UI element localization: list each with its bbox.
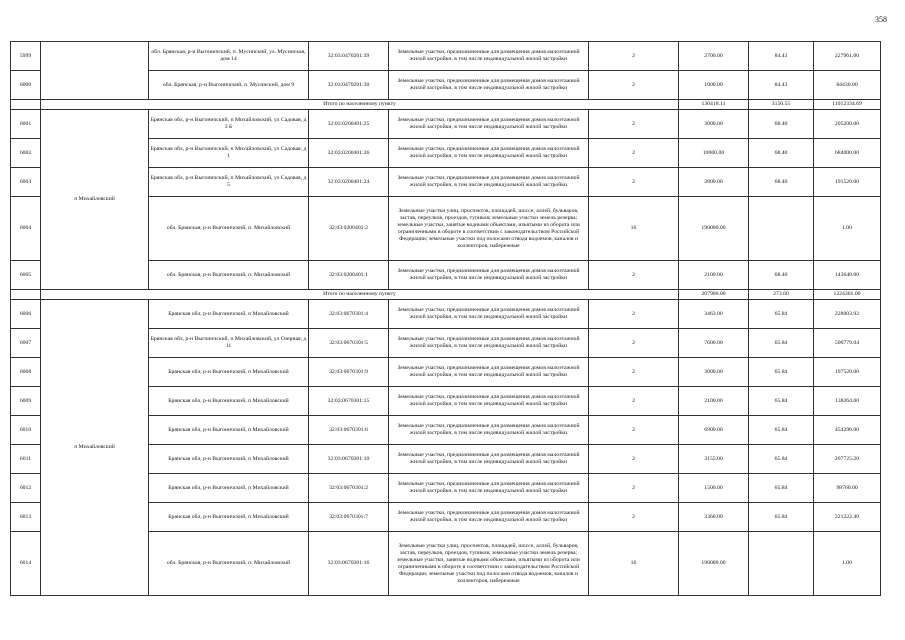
land-category: Земельные участки, предназначенные для размещения домов малоэтажной жилой застройки, в том числе индивидуальной жилой застройки	[389, 42, 589, 71]
area-cell: 2700.00	[679, 42, 749, 71]
cadastral-number: 32:03:0470201:39	[309, 42, 389, 71]
cadastral-number: 32:03:0670301:16	[309, 532, 389, 596]
area-cell: 3360.00	[679, 503, 749, 532]
group-cell: 16	[589, 197, 679, 261]
cadastral-number: 32:03:0470201:30	[309, 71, 389, 100]
address-cell: обл. Брянская, р-н Выгоничский, п. Мусинский, дом 9	[149, 71, 309, 100]
rate-cell: 65.84	[749, 416, 814, 445]
address-cell: Брянская обл, р-н Выгоничский, п Михайловский, ул Садовая, д 3 Б	[149, 110, 309, 139]
area-cell: 2100.00	[679, 387, 749, 416]
land-category: Земельные участки, предназначенные для размещения домов малоэтажной жилой застройки, в том числе индивидуальной жилой застройки	[389, 110, 589, 139]
locality-cell	[41, 42, 149, 100]
address-cell: Брянская обл, р-н Выгоничский, п Михайловский	[149, 416, 309, 445]
group-cell: 2	[589, 110, 679, 139]
land-category: Земельные участки, предназначенные для размещения домов малоэтажной жилой застройки, в том числе индивидуальной жилой застройки	[389, 261, 589, 290]
total-value: 11012334.69	[814, 100, 881, 110]
land-category: Земельные участки, предназначенные для размещения домов малоэтажной жилой застройки, в том числе индивидуальной жилой застройки	[389, 139, 589, 168]
cadastral-number: 32:03:0670301:10	[309, 445, 389, 474]
value-cell: 500779.04	[814, 329, 881, 358]
value-cell: 207725.20	[814, 445, 881, 474]
address-cell: обл. Брянская, р-н Выгоничский, п. Мусинский, ул. Мусинская, дом 14	[149, 42, 309, 71]
cadastral-number: 32:03:0670301:2	[309, 474, 389, 503]
group-cell: 2	[589, 358, 679, 387]
table-row	[11, 42, 881, 71]
area-cell: 2800.00	[679, 168, 749, 197]
area-cell: 3000.00	[679, 358, 749, 387]
address-cell: Брянская обл, р-н Выгоничский, п Михайловский	[149, 445, 309, 474]
address-cell: Брянская обл, р-н Выгоничский, п Михайловский	[149, 300, 309, 329]
rate-cell	[749, 197, 814, 261]
rate-cell: 65.84	[749, 474, 814, 503]
group-cell: 2	[589, 445, 679, 474]
land-category: Земельные участки, предназначенные для размещения домов малоэтажной жилой застройки, в том числе индивидуальной жилой застройки	[389, 503, 589, 532]
group-cell: 2	[589, 42, 679, 71]
address-cell: Брянская обл, р-н Выгоничский, п Михайловский, ул Садовая, д 1	[149, 139, 309, 168]
land-category: Земельные участки, предназначенные для размещения домов малоэтажной жилой застройки, в том числе индивидуальной жилой застройки	[389, 168, 589, 197]
total-label: Итого по населенному пункту	[41, 100, 679, 110]
table-row	[11, 300, 881, 329]
land-category: Земельные участки улиц, проспектов, площадей, шоссе, аллей, бульваров, застав, переулков, проездов, тупиков; земельные участки земель резерва; земельные участки, занятые водными объектами, изъятыми из оборота или ограниченными в обороте в соответствии с законодательством Российской Федерации; земельные участки под полосами отвода водоемов, каналов и коллекторов, набережные	[389, 197, 589, 261]
value-cell: 143640.00	[814, 261, 881, 290]
land-category: Земельные участки, предназначенные для размещения домов малоэтажной жилой застройки, в том числе индивидуальной жилой застройки	[389, 71, 589, 100]
land-category: Земельные участки, предназначенные для размещения домов малоэтажной жилой застройки, в том числе индивидуальной жилой застройки	[389, 416, 589, 445]
cadastral-number: 32:03:0670301:6	[309, 416, 389, 445]
rate-cell: 65.84	[749, 358, 814, 387]
cadastral-number: 32:03:0200401:25	[309, 110, 389, 139]
row-number: 6003	[11, 168, 41, 197]
value-cell: 1.00	[814, 532, 881, 596]
land-category: Земельные участки, предназначенные для размещения домов малоэтажной жилой застройки, в том числе индивидуальной жилой застройки	[389, 445, 589, 474]
rate-cell: 84.43	[749, 71, 814, 100]
total-spacer	[11, 100, 41, 110]
rate-cell: 84.43	[749, 42, 814, 71]
total-area: 130418.11	[679, 100, 749, 110]
total-spacer	[11, 290, 41, 300]
value-cell: 84430.00	[814, 71, 881, 100]
rate-cell: 65.84	[749, 300, 814, 329]
row-number: 6011	[11, 445, 41, 474]
rate-cell: 65.84	[749, 387, 814, 416]
row-number: 6002	[11, 139, 41, 168]
address-cell: Брянская обл, р-н Выгоничский, п Михайловский	[149, 358, 309, 387]
area-cell: 3000.00	[679, 110, 749, 139]
land-category: Земельные участки, предназначенные для размещения домов малоэтажной жилой застройки, в том числе индивидуальной жилой застройки	[389, 387, 589, 416]
value-cell: 98760.00	[814, 474, 881, 503]
row-number: 6004	[11, 197, 41, 261]
land-category: Земельные участки, предназначенные для размещения домов малоэтажной жилой застройки, в том числе индивидуальной жилой застройки	[389, 474, 589, 503]
area-cell: 2100.00	[679, 261, 749, 290]
group-cell: 2	[589, 71, 679, 100]
area-cell: 7606.00	[679, 329, 749, 358]
cadastral-number: 32:03:0670301:5	[309, 329, 389, 358]
group-cell: 2	[589, 387, 679, 416]
group-cell: 2	[589, 503, 679, 532]
rate-cell: 68.40	[749, 168, 814, 197]
area-cell: 1000.00	[679, 71, 749, 100]
value-cell: 684000.00	[814, 139, 881, 168]
group-cell: 16	[589, 532, 679, 596]
table-row	[11, 110, 881, 139]
row-number: 6014	[11, 532, 41, 596]
area-cell: 1500.00	[679, 474, 749, 503]
total-label: Итого по населенному пункту	[41, 290, 679, 300]
value-cell: 1.00	[814, 197, 881, 261]
locality-cell: п Михайловский	[41, 110, 149, 290]
row-number: 6013	[11, 503, 41, 532]
value-cell: 197520.00	[814, 358, 881, 387]
row-number: 6007	[11, 329, 41, 358]
cadastral-number: 32:03:0670301:15	[309, 387, 389, 416]
row-number: 6010	[11, 416, 41, 445]
rate-cell: 68.40	[749, 261, 814, 290]
group-cell: 2	[589, 261, 679, 290]
rate-cell: 65.84	[749, 445, 814, 474]
cadastral-number: 32:03:0200401:24	[309, 168, 389, 197]
area-cell: 3155.00	[679, 445, 749, 474]
land-register-table	[10, 41, 881, 596]
address-cell: Брянская обл, р-н Выгоничский, п Михайловский	[149, 387, 309, 416]
value-cell: 221222.40	[814, 503, 881, 532]
area-cell: 10000.00	[679, 139, 749, 168]
address-cell: обл. Брянская, р-н Выгоничский, п. Михайловский	[149, 532, 309, 596]
total-value: 1224361.00	[814, 290, 881, 300]
area-cell: 190000.00	[679, 197, 749, 261]
group-cell: 2	[589, 329, 679, 358]
value-cell: 228003.92	[814, 300, 881, 329]
group-cell: 2	[589, 416, 679, 445]
value-cell: 454296.00	[814, 416, 881, 445]
address-cell: обл. Брянская, р-н Выгоничский, п. Михайловский	[149, 261, 309, 290]
address-cell: Брянская обл, р-н Выгоничский, п Михайловский, ул Озерная, д 11	[149, 329, 309, 358]
cadastral-number: 32:03:0670301:9	[309, 358, 389, 387]
rate-cell: 65.84	[749, 503, 814, 532]
locality-total-row	[11, 290, 881, 300]
row-number: 5999	[11, 42, 41, 71]
group-cell: 2	[589, 474, 679, 503]
cadastral-number: 32:03:0200401:26	[309, 139, 389, 168]
page-number: 358	[875, 15, 887, 24]
area-cell: 3463.00	[679, 300, 749, 329]
row-number: 6005	[11, 261, 41, 290]
land-category: Земельные участки, предназначенные для размещения домов малоэтажной жилой застройки, в том числе индивидуальной жилой застройки	[389, 300, 589, 329]
row-number: 6008	[11, 358, 41, 387]
cadastral-number: 32:03:0670301:7	[309, 503, 389, 532]
cadastral-number: 32:03:0200401:1	[309, 261, 389, 290]
cadastral-number: 32:03:0670301:4	[309, 300, 389, 329]
land-category: Земельные участки, предназначенные для размещения домов малоэтажной жилой застройки, в том числе индивидуальной жилой застройки	[389, 329, 589, 358]
value-cell: 138264.00	[814, 387, 881, 416]
total-rate: 3150.55	[749, 100, 814, 110]
rate-cell: 65.84	[749, 329, 814, 358]
value-cell: 227961.00	[814, 42, 881, 71]
address-cell: обл. Брянская, р-н Выгоничский, п. Михайловский	[149, 197, 309, 261]
area-cell: 190000.00	[679, 532, 749, 596]
address-cell: Брянская обл, р-н Выгоничский, п Михайловский	[149, 503, 309, 532]
rate-cell: 68.40	[749, 139, 814, 168]
area-cell: 6900.00	[679, 416, 749, 445]
address-cell: Брянская обл, р-н Выгоничский, п Михайловский	[149, 474, 309, 503]
locality-total-row	[11, 100, 881, 110]
address-cell: Брянская обл, р-н Выгоничский, п Михайловский, ул Садовая, д 5	[149, 168, 309, 197]
locality-cell: п Михайловский	[41, 300, 149, 596]
row-number: 6009	[11, 387, 41, 416]
total-rate: 273.60	[749, 290, 814, 300]
total-area: 207900.00	[679, 290, 749, 300]
row-number: 6006	[11, 300, 41, 329]
land-category: Земельные участки, предназначенные для размещения домов малоэтажной жилой застройки, в том числе индивидуальной жилой застройки	[389, 358, 589, 387]
rate-cell	[749, 532, 814, 596]
value-cell: 205200.00	[814, 110, 881, 139]
row-number: 6001	[11, 110, 41, 139]
rate-cell: 68.40	[749, 110, 814, 139]
land-category: Земельные участки улиц, проспектов, площадей, шоссе, аллей, бульваров, застав, переулков, проездов, тупиков; земельные участки земель резерва; земельные участки, занятые водными объектами, изъятыми из оборота или ограниченными в обороте в соответствии с законодательством Российской Федерации; земельные участки под полосами отвода водоемов, каналов и коллекторов, набережные	[389, 532, 589, 596]
row-number: 6012	[11, 474, 41, 503]
row-number: 6000	[11, 71, 41, 100]
group-cell: 2	[589, 139, 679, 168]
group-cell: 2	[589, 300, 679, 329]
value-cell: 191520.00	[814, 168, 881, 197]
cadastral-number: 32:03:0200401:2	[309, 197, 389, 261]
group-cell: 2	[589, 168, 679, 197]
